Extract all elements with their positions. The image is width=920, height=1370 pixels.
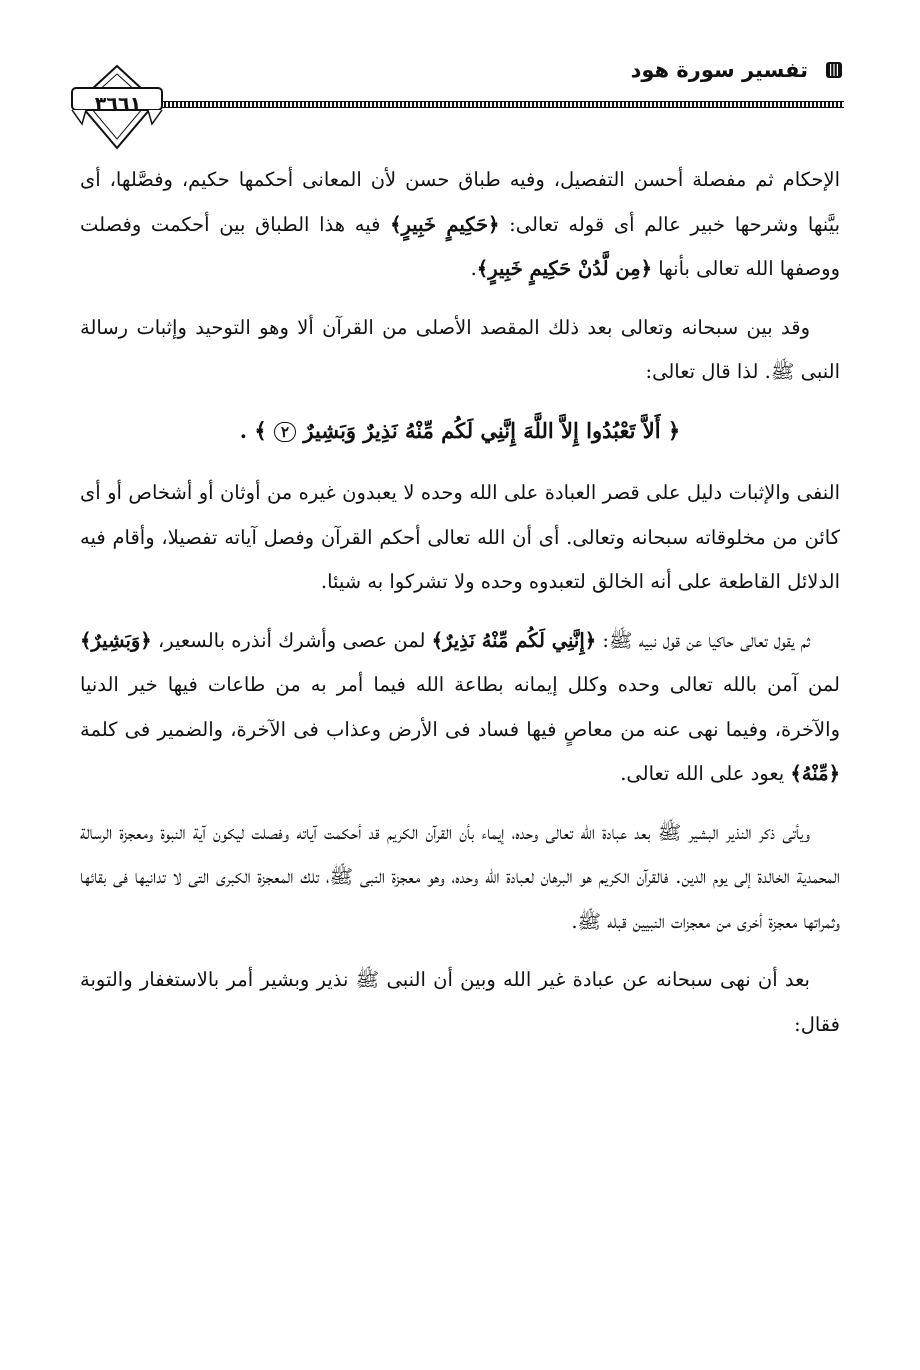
header-rule xyxy=(160,101,844,108)
text-run: لمن آمن بالله تعالى وحده وكلل إيمانه بطاعة الله فيما أمر به من طاعات فيها خير الدنيا والآخرة، وفيما نهى عنه من معاصٍ فيها فساد فى الأرض وعذاب فى الآخرة، والضمير فى كلمة xyxy=(80,673,840,741)
running-header-title: تفسير سورة هود xyxy=(630,58,808,82)
paragraph-1 xyxy=(80,158,840,292)
quran-quote: ﴿حَكِيمٍ خَبِيرٍ﴾ xyxy=(390,212,500,236)
text-run: ثم يقول تعالى حاكيا عن قول نبيه ﷺ: xyxy=(596,628,810,652)
text-run: الإحكام ثم مفصلة أحسن التفصيل، وفيه طباق حسن لأن المعانى أحكمها حكيم، وفصَّلها، أى بيَّنها وشرحها خبير عالم أى قوله تعالى: xyxy=(80,168,841,236)
page-number: ٣٦٦١ xyxy=(94,93,142,115)
verse-text: ﴿ أَلاَّ تَعْبُدُوا إِلاَّ اللَّهَ إِنَّنِي لَكُم مِّنْهُ نَذِيرٌ وَبَشِيرٌ xyxy=(303,417,681,443)
text-run: ويأتى ذكر النذير البشير ﷺ بعد عبادة الله تعالى وحده، إيماء بأن القرآن الكريم قد أحكمت آياته وفصلت ليكون آية النبوة ومعجزة الرسالة المحمدية الخالدة إلى يوم الدين. فالقرآن الكريم هو البرهان لعبادة الله وحده، وهو معجزة النبى ﷺ، تلك المعجزة الكبرى التى لا تدانيها فى بقائها وثمراتها معجزة أخرى من معجزات النبيين قبله ﷺ. xyxy=(80,820,840,933)
quran-quote: ﴿إِنَّنِي لَكُم مِّنْهُ نَذِيرٌ﴾ xyxy=(431,628,597,652)
text-run: فيه هذا الطباق بين أحكمت وفصلت ووصفها الله تعالى بأنها xyxy=(80,212,840,280)
quran-quote: ﴿مِن لَّدُنْ حَكِيمٍ خَبِيرٍ﴾ xyxy=(476,257,653,280)
text-run: النفى والإثبات دليل على قصر العبادة على الله وحده لا يعبدون غيره من أوثان أو أشخاص أو أى كائن من مخلوقاته سبحانه وتعالى. أى أن الله تعالى أحكم القرآن وفصل آياته تفصيلا، وأقام فيه الدلائل القاطعة على أنه الخالق لتعبدوه وحده ولا تشركوا به شيئا. xyxy=(80,481,840,593)
paragraph-4 xyxy=(80,619,840,797)
quran-quote: ﴿وَبَشِيرٌ﴾ xyxy=(80,628,152,652)
paragraph-2 xyxy=(80,306,840,395)
text-run: بعد أن نهى سبحانه عن عبادة غير الله وبين أن النبى ﷺ نذير وبشير أمر بالاستغفار والتوبة فقال: xyxy=(80,968,840,1036)
text-run: لمن عصى وأشرك أنذره بالسعير، xyxy=(151,628,432,652)
verse-close: ﴾ . xyxy=(239,417,267,443)
paragraph-3 xyxy=(80,471,840,605)
page-body xyxy=(80,158,840,1061)
verse-number-badge: ٢ xyxy=(274,422,296,442)
quran-verse-block xyxy=(80,409,840,454)
text-run: يعود على الله تعالى. xyxy=(620,762,791,785)
header-ornament-icon xyxy=(824,60,844,80)
quran-quote: ﴿مِّنْهُ﴾ xyxy=(790,762,840,785)
text-run: . xyxy=(470,257,477,280)
paragraph-6 xyxy=(80,958,840,1047)
text-run: وقد بين سبحانه وتعالى بعد ذلك المقصد الأصلى من القرآن ألا وهو التوحيد وإثبات رسالة النبى ﷺ. لذا قال تعالى: xyxy=(80,315,840,383)
paragraph-5 xyxy=(80,811,840,945)
